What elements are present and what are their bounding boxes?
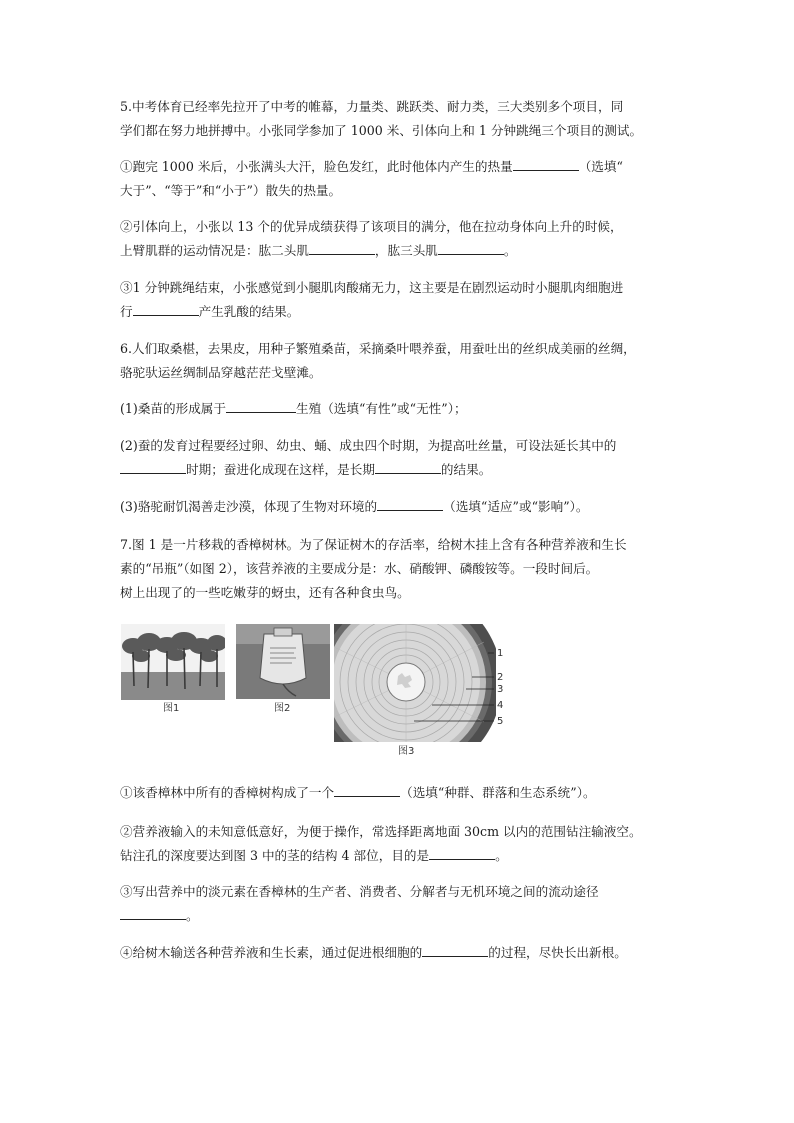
q7-p4-text-b: 的过程，尽快长出新根。 xyxy=(488,945,627,960)
answer-blank[interactable] xyxy=(309,240,375,255)
q7-part-3 xyxy=(120,880,680,928)
q7-p2-text-a: ②营养液输入的未知意低意好，为便于操作，常选择距离地面 30cm 以内的范围钻注输液空。 xyxy=(120,824,642,839)
q7-p3-text-b: 。 xyxy=(186,908,199,923)
answer-blank[interactable] xyxy=(429,845,495,860)
q6-intro xyxy=(120,337,680,385)
answer-blank[interactable] xyxy=(120,905,186,920)
q5-p2-text-d: 。 xyxy=(503,243,517,258)
figure-3-label-2: 2 xyxy=(497,672,504,683)
q5-p3-text-a: ③1 分钟跳绳结束，小张感觉到小腿肌肉酸痛无力，这主要是在剧烈运动时小腿肌肉细胞进 xyxy=(120,280,624,295)
figure-1-caption: 图1 xyxy=(163,703,180,714)
q5-part-2 xyxy=(120,215,680,263)
figure-3-label-1: 1 xyxy=(497,648,504,659)
q6-p2-text-b: 时期；蚕进化成现在这样，是长期 xyxy=(186,462,375,477)
q7-p4-text-a: ④给树木输送各种营养液和生长素，通过促进根细胞的 xyxy=(120,945,423,960)
figure-3-caption: 图3 xyxy=(398,746,415,757)
q5-p3-text-c: 产生乳酸的结果。 xyxy=(198,304,300,319)
figure-3-label-4: 4 xyxy=(497,700,504,711)
q6-p2-text-c: 的结果。 xyxy=(440,462,492,477)
q7-part-2 xyxy=(120,820,680,868)
q7-p2-text-b: 钻注孔的深度要达到图 3 中的茎的结构 4 部位，目的是 xyxy=(120,848,430,863)
q6-p3-text-a: (3)骆驼耐饥渴善走沙漠，体现了生物对环境的 xyxy=(120,499,378,514)
q5-p2-text-a: ②引体向上，小张以 13 个的优异成绩获得了该项目的满分，他在拉动身体向上升的时候， xyxy=(120,219,623,234)
answer-blank[interactable] xyxy=(226,398,296,413)
q6-intro-line-1: 6.人们取桑椹，去果皮，用种子繁殖桑苗，采摘桑叶喂养蚕，用蚕吐出的丝织成美丽的丝绸， xyxy=(120,341,636,356)
q7-intro-line-2: 素的“吊瓶”（如图 2），该营养液的主要成分是：水、硝酸钾、磷酸铵等。一段时间后。 xyxy=(120,561,599,576)
figure-1-tree-photo xyxy=(121,624,225,716)
q5-intro xyxy=(120,95,680,143)
q7-p1-text-a: ①该香樟林中所有的香樟树构成了一个 xyxy=(120,785,335,800)
q6-p2-text-a: (2)蚕的发育过程要经过卵、幼虫、蛹、成虫四个时期，为提高吐丝量，可设法延长其中的 xyxy=(120,438,617,453)
q7-intro-line-3: 树上出现了的一些吃嫩芽的蚜虫，还有各种食虫鸟。 xyxy=(120,585,410,600)
q7-p1-text-b: （选填“种群、群落和生态系统”）。 xyxy=(400,785,596,800)
q5-p1-text-a: ①跑完 1000 米后，小张满头大汗，脸色发红，此时他体内产生的热量 xyxy=(120,159,513,174)
answer-blank[interactable] xyxy=(133,301,199,316)
q5-part-1 xyxy=(120,155,680,203)
q5-p2-text-b: 上臂肌群的运动情况是：肱二头肌 xyxy=(120,243,309,258)
q7-p3-text-a: ③写出营养中的淡元素在香樟林的生产者、消费者、分解者与无机环境之间的流动途径 xyxy=(120,884,599,899)
q6-p3-text-b: （选填“适应”或“影响”）。 xyxy=(443,499,589,514)
answer-blank[interactable] xyxy=(513,156,579,171)
answer-blank[interactable] xyxy=(375,459,441,474)
figure-2-iv-bag-photo xyxy=(236,624,330,716)
answer-blank[interactable] xyxy=(377,496,443,511)
q5-intro-line-1: 5.中考体育已经率先拉开了中考的帷幕，力量类、跳跃类、耐力类，三大类别多个项目，同 xyxy=(120,99,624,114)
answer-blank[interactable] xyxy=(120,459,186,474)
q5-p1-text-b: （选填“ xyxy=(578,159,623,174)
q5-p3-text-b: 行 xyxy=(120,304,133,319)
q5-intro-line-2: 学们都在努力地拼搏中。小张同学参加了 1000 米、引体向上和 1 分钟跳绳三个项目的测试。 xyxy=(120,123,643,138)
answer-blank[interactable] xyxy=(422,942,488,957)
q7-intro xyxy=(120,533,680,605)
q5-p1-text-c: 大于”、“等于”和“小于”）散失的热量。 xyxy=(120,183,342,198)
figure-3-label-5: 5 xyxy=(497,716,504,727)
figure-3-stem-cross-section xyxy=(334,622,512,760)
answer-blank[interactable] xyxy=(334,782,400,797)
q7-intro-line-1: 7.图 1 是一片移栽的香樟树林。为了保证树木的存活率，给树木挂上含有各种营养液和生长 xyxy=(120,537,627,552)
q5-part-3 xyxy=(120,276,680,324)
q6-p1-text-a: (1)桑苗的形成属于 xyxy=(120,401,226,416)
q6-part-2 xyxy=(120,434,680,482)
q6-part-1 xyxy=(120,397,680,421)
q7-p2-text-c: 。 xyxy=(495,848,508,863)
q5-p2-text-c: ，肱三头肌 xyxy=(374,243,438,258)
q7-part-4 xyxy=(120,941,680,965)
q7-part-1 xyxy=(120,781,680,805)
answer-blank[interactable] xyxy=(438,240,504,255)
figure-2-caption: 图2 xyxy=(274,703,291,714)
q6-intro-line-2: 骆驼驮运丝绸制品穿越茫茫戈壁滩。 xyxy=(120,365,322,380)
q6-part-3 xyxy=(120,495,680,519)
q6-p1-text-b: 生殖（选填“有性”或“无性”）； xyxy=(296,401,467,416)
figure-3-label-3: 3 xyxy=(497,684,504,695)
